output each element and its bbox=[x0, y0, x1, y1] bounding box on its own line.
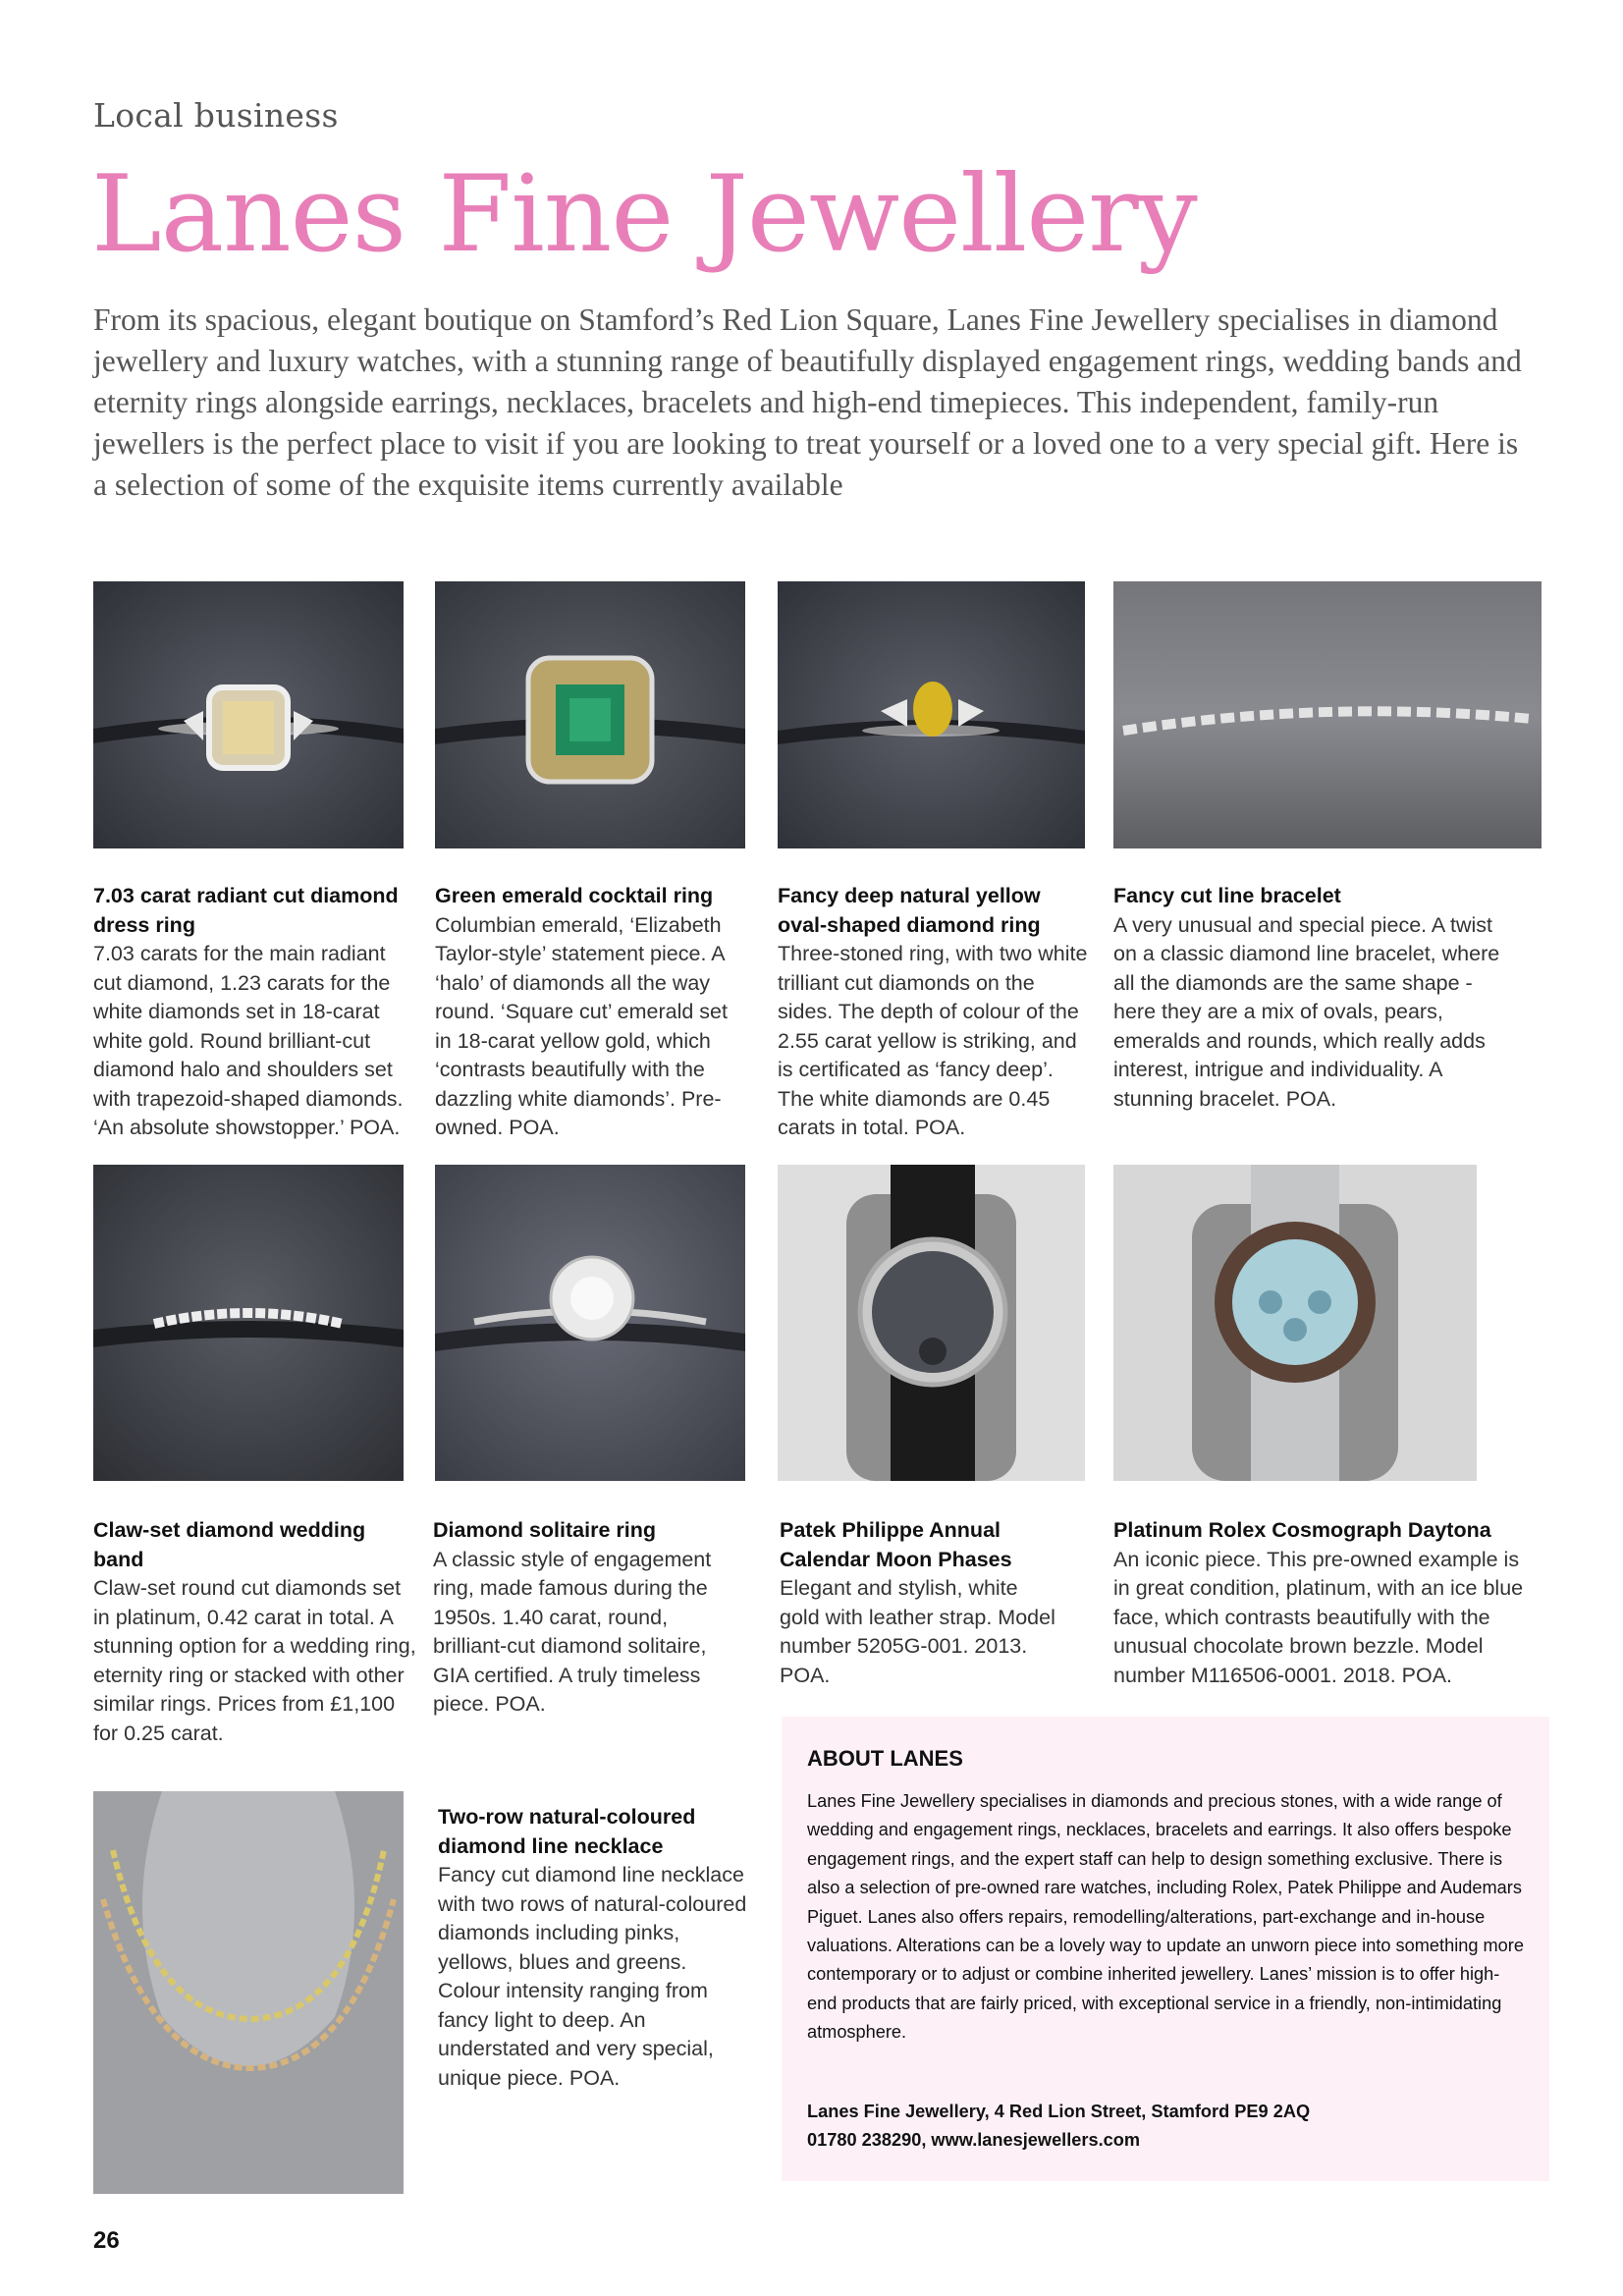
about-heading: ABOUT LANES bbox=[807, 1746, 963, 1771]
item-card bbox=[778, 882, 1090, 1143]
item-title: Two-row natural-coloured diamond line necklace bbox=[438, 1805, 696, 1858]
item-description: An iconic piece. This pre-owned example is in great condition, platinum, with an ice blue face, which contrasts beautifully with the unusual chocolate brown bezzle. Model number M116506-0001. 2018. POA. bbox=[1113, 1547, 1524, 1687]
page-number: 26 bbox=[93, 2227, 120, 2254]
intro-paragraph: From its spacious, elegant boutique on Stamford’s Red Lion Square, Lanes Fine Jewellery specialises in diamond jewellery and luxury watches, with a stunning range of beautifully displayed engagement rings, wedding bands and eternity rings alongside earrings, necklaces, bracelets and high-end timepieces. This independent, family-run jewellers is the perfect place to visit if you are looking to treat yourself or a loved one to a very special gift. Here is a selection of some of the exquisite items currently available bbox=[93, 302, 1522, 502]
radiant-diamond-ring-photo bbox=[93, 581, 404, 848]
section-label: Local business bbox=[93, 96, 339, 135]
about-body: Lanes Fine Jewellery specialises in diamonds and precious stones, with a wide range of wedding and engagement rings, necklaces, bracelets and earrings. It also offers bespoke engagement rings, and the expert staff can help to design something exclusive. There is also a selection of pre-owned rare watches, including Rolex, Patek Philippe and Audemars Piguet. Lanes also offers repairs, remodelling/alterations, part-exchange and in-house valuations. Alterations can be a lovely way to update an unworn piece into something more contemporary or to adjust or combine inherited jewellery. Lanes’ mission is to offer high-end products that are fairly priced, with exceptional service in a friendly, non-intimidating atmosphere. bbox=[807, 1791, 1524, 2043]
about-contact bbox=[807, 2098, 1529, 2156]
item-description: A classic style of engagement ring, made famous during the 1950s. 1.40 carat, round, brilliant-cut diamond solitaire, GIA certified. A truly timeless piece. POA. bbox=[433, 1547, 712, 1716]
item-description: A very unusual and special piece. A twist on a classic diamond line bracelet, where all the diamonds are the same shape - here they are a mix of ovals, pears, emeralds and rounds, which really adds interest, intrigue and individuality. A stunning bracelet. POA. bbox=[1113, 912, 1500, 1111]
item-title: Fancy cut line bracelet bbox=[1113, 884, 1341, 907]
item-card bbox=[1113, 1516, 1526, 1690]
item-title: Diamond solitaire ring bbox=[433, 1518, 656, 1542]
line-bracelet-photo bbox=[1113, 581, 1542, 848]
necklace-photo bbox=[93, 1791, 404, 2194]
rolex-daytona-watch-photo bbox=[1113, 1165, 1477, 1481]
item-card bbox=[433, 1516, 737, 1720]
item-description: Three-stoned ring, with two white trilliant cut diamonds on the sides. The depth of colour of the 2.55 carat yellow is striking, and is certificated as ‘fancy deep’. The white diamonds are 0.45 carats in total. POA. bbox=[778, 942, 1088, 1139]
item-card bbox=[93, 1516, 417, 1748]
yellow-diamond-ring-photo bbox=[778, 581, 1085, 848]
item-card bbox=[438, 1803, 747, 2093]
item-title: 7.03 carat radiant cut diamond dress ring bbox=[93, 884, 399, 937]
item-card bbox=[435, 882, 749, 1143]
item-description: Claw-set round cut diamonds set in platinum, 0.42 carat in total. A stunning option for a wedding ring, eternity ring or stacked with other similar rings. Prices from £1,100 for 0.25 carat. bbox=[93, 1576, 416, 1745]
item-card bbox=[93, 882, 417, 1143]
page-title: Lanes Fine Jewellery bbox=[91, 153, 1197, 276]
item-description: Fancy cut diamond line necklace with two rows of natural-coloured diamonds including pinks, yellows, blues and greens. Colour intensity ranging from fancy light to deep. An understated and very special, unique piece. POA. bbox=[438, 1863, 747, 2090]
about-box bbox=[782, 1717, 1549, 2181]
emerald-ring-photo bbox=[435, 581, 745, 848]
item-title: Claw-set diamond wedding band bbox=[93, 1518, 366, 1571]
item-title: Platinum Rolex Cosmograph Daytona bbox=[1113, 1518, 1491, 1542]
about-phone-website: 01780 238290, www.lanesjewellers.com bbox=[807, 2130, 1141, 2151]
about-address: Lanes Fine Jewellery, 4 Red Lion Street, Stamford PE9 2AQ bbox=[807, 2102, 1311, 2121]
item-title: Green emerald cocktail ring bbox=[435, 884, 714, 907]
wedding-band-photo bbox=[93, 1165, 404, 1481]
item-description: 7.03 carats for the main radiant cut diamond, 1.23 carats for the white diamonds set in 18-carat white gold. Round brilliant-cut diamond halo and shoulders set with trapezoid-shaped diamonds. ‘An absolute showstopper.’ POA. bbox=[93, 942, 404, 1139]
item-description: Columbian emerald, ‘Elizabeth Taylor-style’ statement piece. A ‘halo’ of diamonds all the way round. ‘Square cut’ emerald set in 18-carat yellow gold, which ‘contrasts beautifully with the dazzling white diamonds’. Pre-owned. POA. bbox=[435, 912, 728, 1139]
item-description: Elegant and stylish, white gold with leather strap. Model number 5205G-001. 2013. POA. bbox=[780, 1576, 1055, 1687]
item-title: Patek Philippe Annual Calendar Moon Phases bbox=[780, 1518, 1012, 1571]
item-card bbox=[780, 1516, 1059, 1690]
patek-philippe-watch-photo bbox=[778, 1165, 1085, 1481]
item-card bbox=[1113, 882, 1501, 1114]
solitaire-ring-photo bbox=[435, 1165, 745, 1481]
item-title: Fancy deep natural yellow oval-shaped diamond ring bbox=[778, 884, 1041, 937]
